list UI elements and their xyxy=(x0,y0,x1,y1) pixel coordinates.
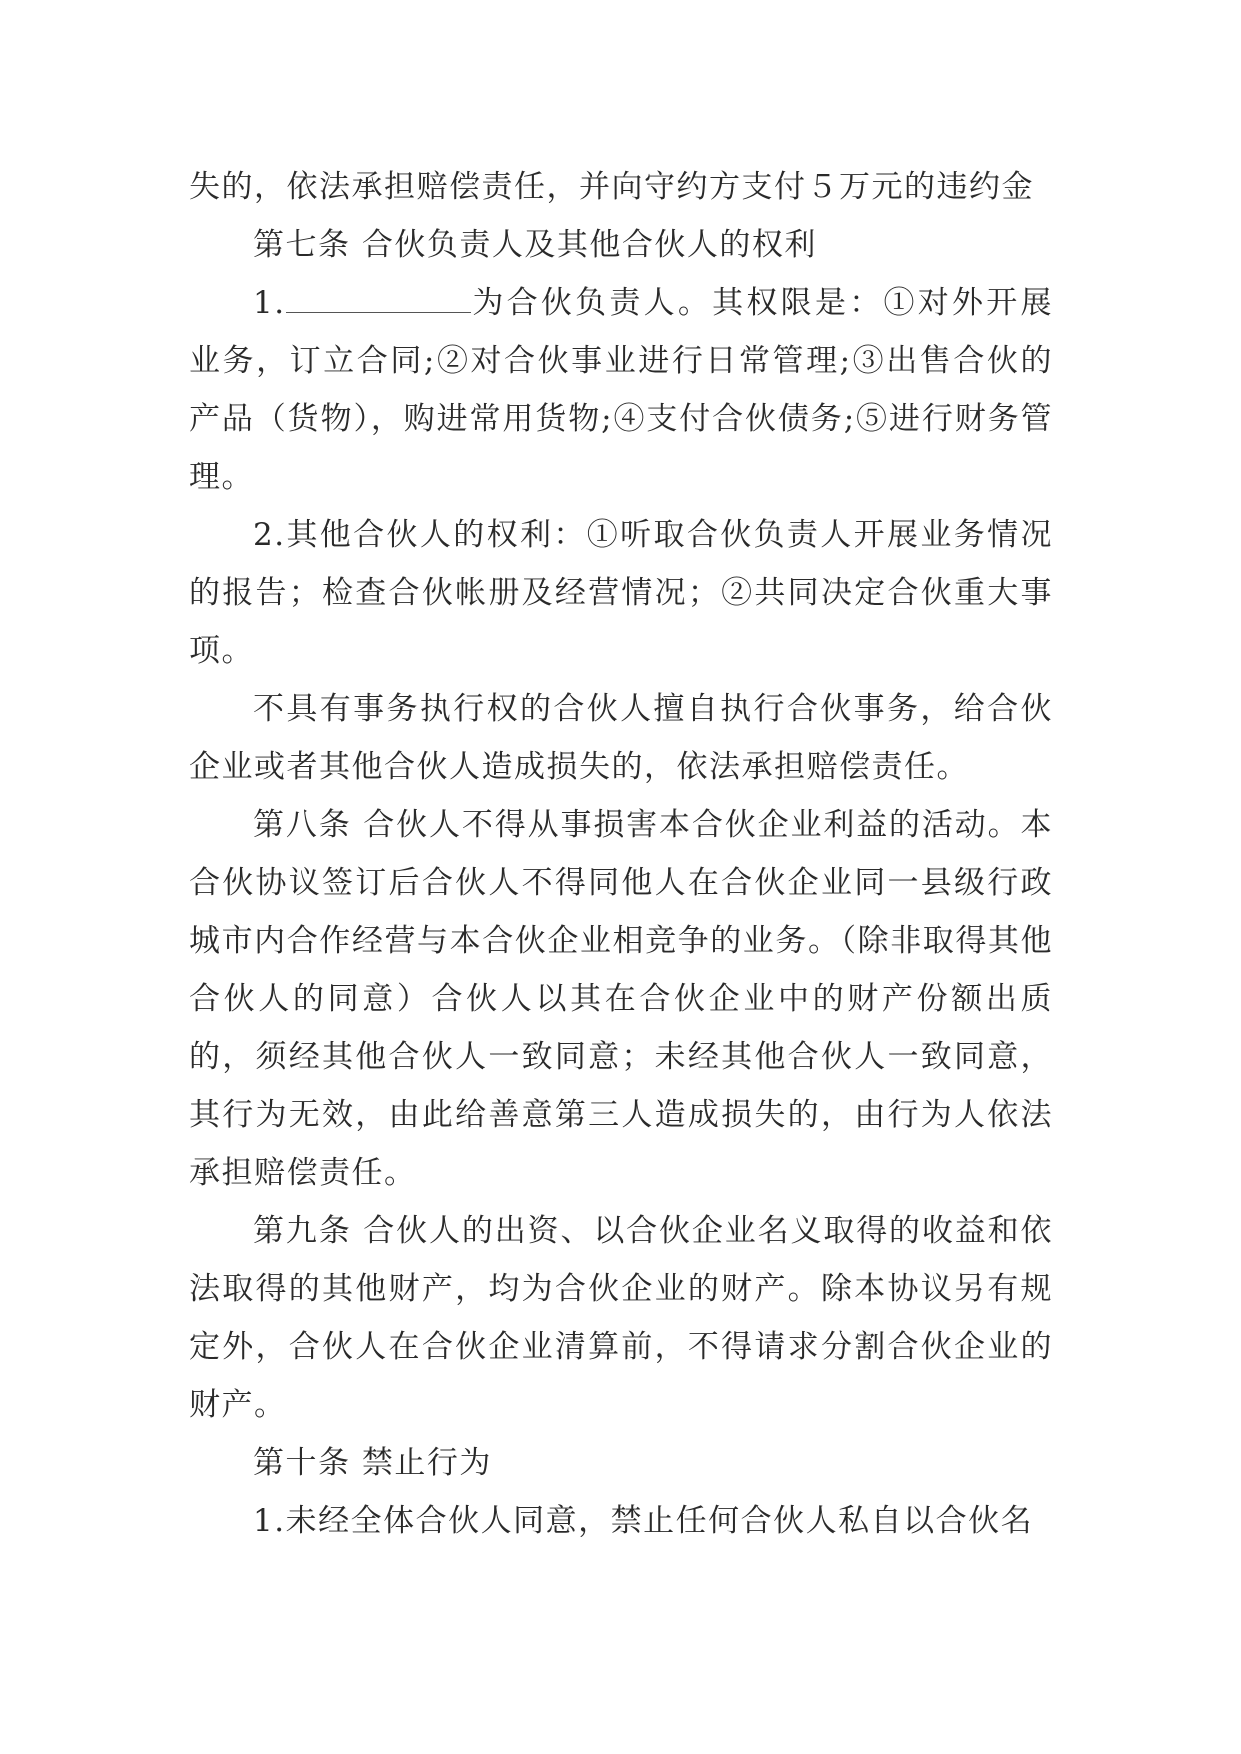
article-9: 第九条 合伙人的出资、以合伙企业名义取得的收益和依法取得的其他财产，均为合伙企业的财产。除本协议另有规定外，合伙人在合伙企业清算前，不得请求分割合伙企业的财产。 xyxy=(189,1213,1053,1423)
article-8: 第八条 合伙人不得从事损害本合伙企业利益的活动。本合伙协议签订后合伙人不得同他人在合伙企业同一县级行政城市内合作经营与本合伙企业相竞争的业务。（除非取得其他合伙人的同意）合伙人以其在合伙企业中的财产份额出质的，须经其他合伙人一致同意；未经其他合伙人一致同意，其行为无效，由此给善意第三人造成损失的，由行为人依法承担赔偿责任。 xyxy=(189,807,1053,1191)
article-7-heading: 第七条 合伙负责人及其他合伙人的权利 xyxy=(253,227,817,263)
article-10-clause-1: 1.未经全体合伙人同意，禁止任何合伙人私自以合伙名 xyxy=(253,1503,1034,1539)
article-7-clause-1 xyxy=(189,274,1053,506)
blank-fill-line xyxy=(286,288,471,313)
article-7-liability: 不具有事务执行权的合伙人擅自执行合伙事务，给合伙企业或者其他合伙人造成损失的，依法承担赔偿责任。 xyxy=(189,691,1053,785)
article-10-heading: 第十条 禁止行为 xyxy=(253,1445,492,1481)
clause-text: 为合伙负责人。其权限是：①对外开展业务，订立合同;②对合伙事业进行日常管理;③出售合伙的产品（货物），购进常用货物;④支付合伙债务;⑤进行财务管理。 xyxy=(189,285,1053,495)
document-body xyxy=(189,158,1053,1550)
paragraph-continuation: 失的，依法承担赔偿责任，并向守约方支付５万元的违约金 xyxy=(189,169,1034,205)
article-7-clause-2: 2.其他合伙人的权利：①听取合伙负责人开展业务情况的报告；检查合伙帐册及经营情况；②共同决定合伙重大事项。 xyxy=(189,517,1053,669)
clause-number: 1. xyxy=(253,285,286,321)
